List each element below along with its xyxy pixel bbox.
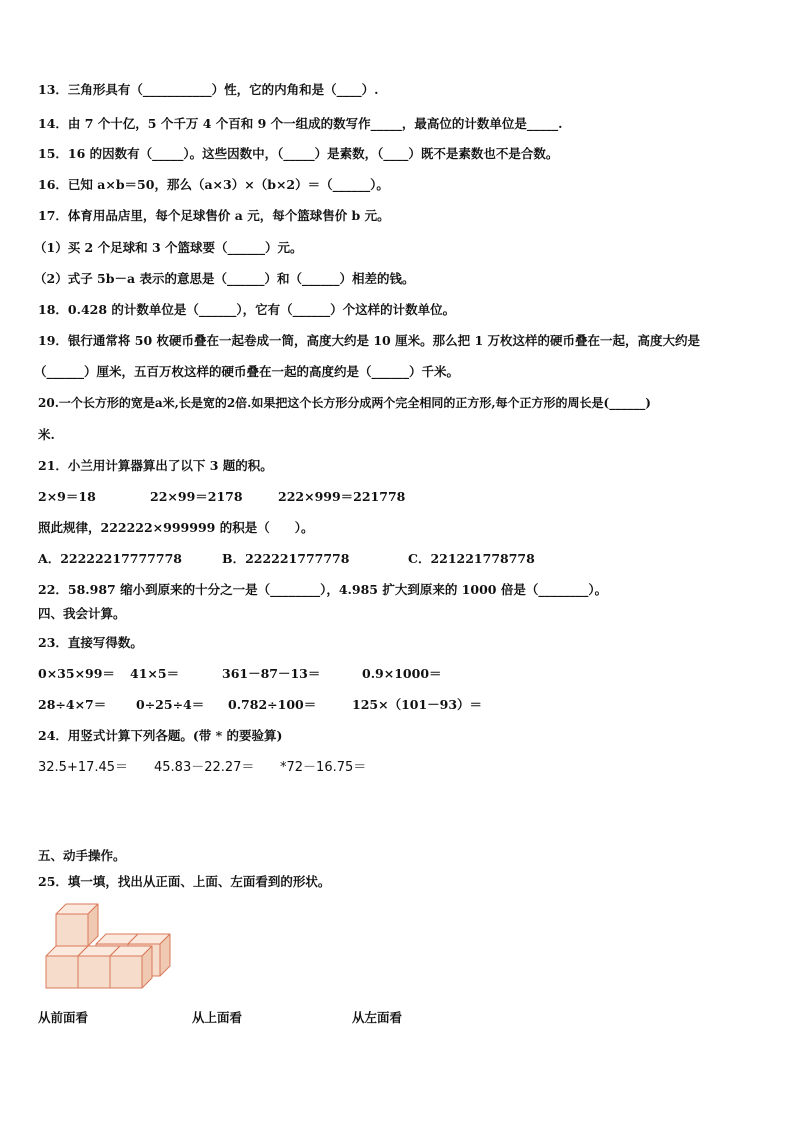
q23-item: 0÷25÷4＝ (136, 697, 205, 712)
question-20-line-1: 20.一个长方形的宽是a米,长是宽的2倍.如果把这个长方形分成两个完全相同的正方形,每个正方形的周长是(______) (38, 396, 651, 410)
q21-equation: 222×999＝221778 (278, 489, 406, 504)
q24-item: 32.5+17.45＝ (38, 760, 129, 775)
question-19-line-1: 19．银行通常将 50 枚硬币叠在一起卷成一筒，高度大约是 10 厘米。那么把 1 万枚这样的硬币叠在一起，高度大约是 (38, 333, 700, 348)
q23-item: 0.782÷100＝ (228, 697, 317, 712)
q23-item: 28÷4×7＝ (38, 697, 107, 712)
question-13: 13．三角形具有（___________）性，它的内角和是（____）. (38, 82, 379, 97)
view-label-front: 从前面看 (38, 1010, 89, 1025)
cube-front-face (110, 956, 142, 988)
q23-item: 0×35×99＝ (38, 666, 115, 681)
section-4-title: 四、我会计算。 (38, 606, 126, 621)
q21-option-a: A．22222217777778 (38, 551, 182, 566)
question-17-part-1: （1）买 2 个足球和 3 个篮球要（______）元。 (34, 240, 303, 255)
cube-stack-figure (40, 900, 172, 996)
cube-front-face (56, 914, 88, 946)
question-16: 16．已知 a×b＝50，那么（a×3）×（b×2）＝（______）。 (38, 177, 389, 192)
cube-front-face (46, 956, 78, 988)
q21-equation: 22×99＝2178 (150, 489, 243, 504)
view-label-left: 从左面看 (352, 1010, 403, 1025)
question-15: 15．16 的因数有（_____）。这些因数中，（_____）是素数，（____）既不是素数也不是合数。 (38, 146, 559, 161)
q23-item: 125×（101－93）＝ (352, 697, 483, 712)
q23-item: 41×5＝ (130, 666, 180, 681)
q21-equation: 2×9＝18 (38, 489, 96, 504)
question-20-line-2: 米. (38, 427, 55, 442)
question-23: 23．直接写得数。 (38, 635, 143, 650)
question-18: 18．0.428 的计数单位是（______），它有（______）个这样的计数单位。 (38, 302, 456, 317)
q23-item: 361－87－13＝ (222, 666, 321, 681)
question-17: 17．体育用品店里，每个足球售价 a 元，每个篮球售价 b 元。 (38, 208, 390, 223)
question-19-line-2: （______）厘米，五百万枚这样的硬币叠在一起的高度约是（______）千米。 (34, 364, 460, 379)
q24-item: 45.83－22.27＝ (154, 760, 255, 775)
question-22: 22．58.987 缩小到原来的十分之一是（________），4.985 扩大到原来的 1000 倍是（________）。 (38, 582, 608, 597)
section-5-title: 五、动手操作。 (38, 848, 126, 863)
question-14: 14．由 7 个十亿，5 个千万 4 个百和 9 个一组成的数写作_____，最高位的计数单位是_____. (38, 116, 563, 131)
q23-item: 0.9×1000＝ (362, 666, 442, 681)
question-21: 21．小兰用计算器算出了以下 3 题的积。 (38, 458, 273, 473)
question-24: 24．用竖式计算下列各题。(带 * 的要验算) (38, 728, 283, 743)
question-17-part-2: （2）式子 5b－a 表示的意思是（______）和（______）相差的钱。 (34, 271, 415, 286)
question-21-ask: 照此规律，222222×999999 的积是（ ）。 (38, 520, 314, 535)
q21-option-c: C．221221778778 (408, 551, 535, 566)
question-25: 25．填一填，找出从正面、上面、左面看到的形状。 (38, 874, 331, 889)
q24-item: *72－16.75＝ (280, 760, 367, 775)
cube-front-face (78, 956, 110, 988)
q21-option-b: B．222221777778 (222, 551, 350, 566)
view-label-top: 从上面看 (192, 1010, 243, 1025)
